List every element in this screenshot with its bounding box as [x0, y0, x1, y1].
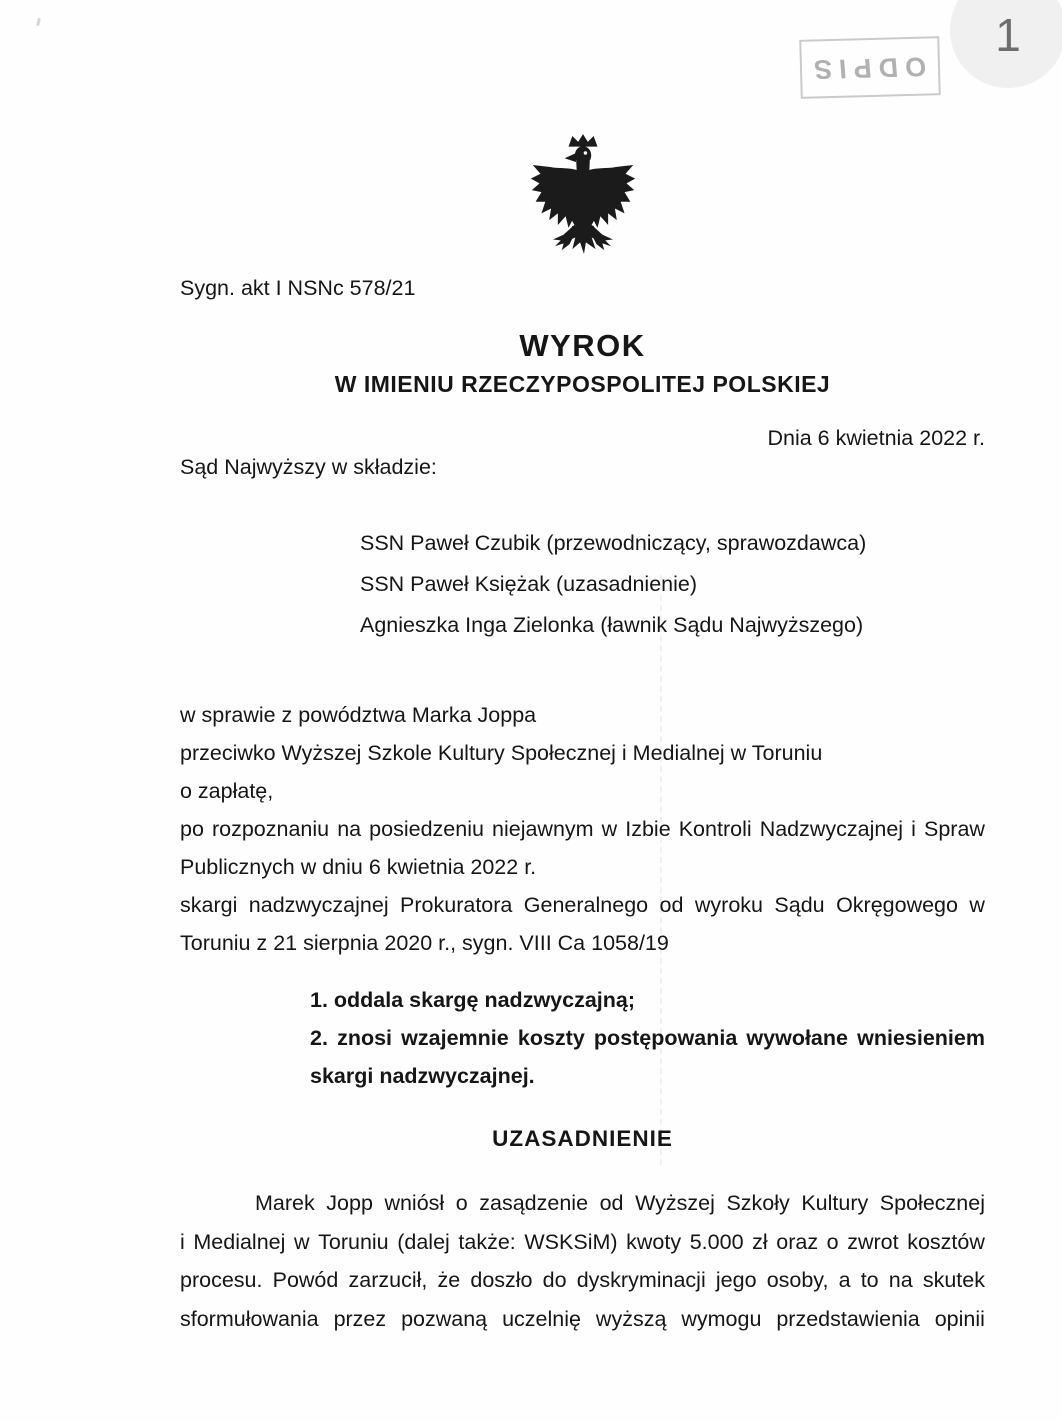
- eagle-beak: [565, 153, 577, 162]
- justification-paragraph: [180, 1191, 985, 1345]
- court-composition-intro: Sąd Najwyższy w składzie:: [180, 455, 437, 479]
- justification-line: sformułowania przez pozwaną uczelnię wyższą wymogu przedstawienia opinii: [180, 1306, 985, 1331]
- page-number-badge: [950, 0, 1062, 88]
- judge-line: Agnieszka Inga Zielonka (ławnik Sądu Najwyższego): [360, 613, 864, 637]
- page-number: 1: [995, 9, 1021, 61]
- scan-artifact-line: [660, 575, 662, 1165]
- justification-line: i Medialnej w Toruniu (dalej także: WSKSiM) kwoty 5.000 zł oraz o zwrot kosztów: [180, 1229, 985, 1254]
- case-description-line: Publicznych w dniu 6 kwietnia 2022 r.: [180, 855, 537, 879]
- odpis-stamp-text: ODPIS: [805, 51, 928, 85]
- case-description: [180, 703, 985, 969]
- judges-panel: [360, 531, 866, 654]
- scan-noise-speck: [36, 18, 41, 26]
- judgment-title: WYROK: [519, 328, 646, 363]
- judgment-date: Dnia 6 kwietnia 2022 r.: [767, 426, 985, 450]
- eagle-left-leg: [553, 224, 575, 250]
- ruling-point: 1. oddala skargę nadzwyczajną;: [310, 988, 636, 1012]
- polish-eagle-emblem: [525, 130, 641, 260]
- judge-line: SSN Paweł Księżak (uzasadnienie): [360, 572, 697, 596]
- eagle-body: [569, 178, 598, 230]
- judge-line: SSN Paweł Czubik (przewodniczący, sprawozdawca): [360, 531, 867, 555]
- justification-heading: UZASADNIENIE: [492, 1126, 673, 1151]
- case-description-line: po rozpoznaniu na posiedzeniu niejawnym w Izbie Kontroli Nadzwyczajnej i Spraw: [180, 817, 985, 841]
- eagle-crown: [569, 134, 598, 147]
- eagle-eye: [584, 151, 587, 154]
- ruling-point: skargi nadzwyczajnej.: [310, 1064, 535, 1088]
- case-description-line: przeciwko Wyższej Szkole Kultury Społecznej i Medialnej w Toruniu: [180, 741, 823, 765]
- case-number: Sygn. akt I NSNc 578/21: [180, 276, 416, 300]
- justification-line: Marek Jopp wniósł o zasądzenie od Wyższej Szkoły Kultury Społecznej: [255, 1191, 985, 1215]
- judgment-subtitle: W IMIENIU RZECZYPOSPOLITEJ POLSKIEJ: [334, 371, 831, 397]
- case-description-line: w sprawie z powództwa Marka Joppa: [180, 703, 537, 727]
- ruling-section: [310, 988, 985, 1102]
- case-description-line: o zapłatę,: [180, 779, 274, 803]
- odpis-stamp: [799, 36, 940, 99]
- ruling-point: 2. znosi wzajemnie koszty postępowania wywołane wniesieniem: [310, 1026, 985, 1050]
- justification-line: procesu. Powód zarzucił, że doszło do dyskryminacji jego osoby, a to na skutek: [180, 1268, 985, 1292]
- case-description-line: Toruniu z 21 sierpnia 2020 r., sygn. VIII Ca 1058/19: [180, 931, 669, 955]
- case-description-line: skargi nadzwyczajnej Prokuratora Generalnego od wyroku Sądu Okręgowego w: [180, 893, 985, 917]
